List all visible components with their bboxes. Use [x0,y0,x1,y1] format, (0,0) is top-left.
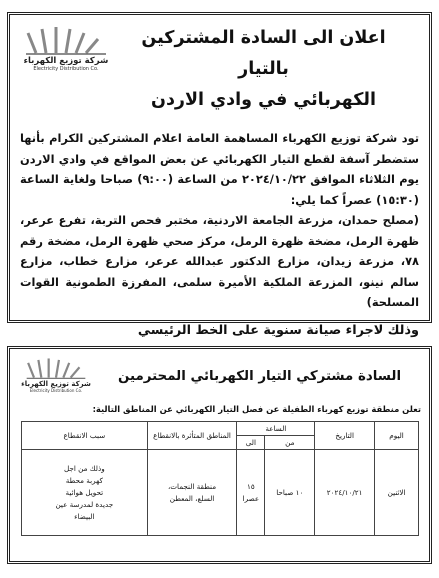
cell-reason-line: البيضاء [74,511,95,521]
logo-arabic-name: شركة توزيع الكهرباء [21,380,91,388]
header-areas: المناطق المتأثرة بالانقطاع [147,422,237,450]
outage-schedule-table [21,421,419,536]
outage-notice-jordan-valley [7,12,432,338]
cell-from: ١٠ صباحا [265,450,315,536]
cell-reason-line: كهربة محطة [65,475,103,485]
header-to: الى [237,436,265,450]
logo-sunburst-icon [24,25,108,55]
cell-to-hour: ١٥ [247,481,255,491]
cell-to [237,450,265,536]
logo-arabic-name: شركة توزيع الكهرباء [23,56,109,66]
header-from: من [265,436,315,450]
logo-english-name: Electricity Distribution Co. [33,66,99,72]
cell-to-period: عصرا [242,493,260,503]
title-line-1: اعلان الى السادة المشتركين بالتيار [141,28,386,79]
header-day: اليوم [375,422,419,450]
notice-intro: تعلن منطقة توزيع كهرباء الطفيلة عن فصل التيار الكهربائي عن المناطق التالية: [92,404,421,414]
logo-english-name: Electricity Distribution Co. [29,388,83,393]
cell-reason [22,450,148,536]
cell-date: ٢٠٢٤/١٠/٢١ [315,450,375,536]
notice-body [20,128,419,313]
cell-areas-line: السلع، المعطن [169,493,215,503]
notice-footer: وذلك لاجراء صيانة سنوية على الخط الرئيسي [137,322,419,338]
outage-notice-tafila [7,346,432,564]
cell-reason-line: وذلك من اجل [63,463,105,473]
title-line-2: الكهربائي في وادي الاردن [151,90,376,110]
notice-title [120,23,407,116]
cell-areas-line: منطقة النجمات، [167,481,217,491]
notice-paragraph-locations: (مصلح حمدان، مزرعة الجامعة الاردنية، مختبر فحص التربة، تفرع عرعر، ظهرة الرمل، مضخة ظهرة الرمل، مركز صحي ظهرة الرمل، مضخة رقم ٧٨، مزرعة زيدان، مزارع الدكتور عبدالله عرعر، مزارع خطاب، مزارع سالم نينو، المزرعة الملكية الأميرة سلمى، المفرزة الطمونية القوات المسلحة) [20,213,419,309]
company-logo [18,357,94,397]
logo-sunburst-icon [23,357,89,379]
header-date: التاريخ [315,422,375,450]
cell-reason-line: تحويل هوائية [65,487,104,497]
header-reason: سبب الانقطاع [22,422,148,450]
table-row [22,450,419,536]
cell-reason-line: جديدة لمدرسة عين [55,499,114,509]
header-time: الساعة [237,422,315,436]
company-logo [18,25,114,81]
cell-areas [147,450,237,536]
notice-title: السادة مشتركي التيار الكهربائي المحترمين [117,369,402,384]
notice-paragraph-intro: تود شركة توزيع الكهرباء المساهمة العامة اعلام المشتركين الكرام بأنها ستضطر آسفة لقطع التيار الكهربائي عن بعض المواقع في وادي الاردن يوم الثلاثاء الموافق ٢٠٢٤/١٠/٢٢ من الساعة (٩:٠٠) صباحا ولغاية الساعة (١٥:٣٠) عصراً كما يلي: [20,131,419,207]
cell-day: الاثنين [375,450,419,536]
